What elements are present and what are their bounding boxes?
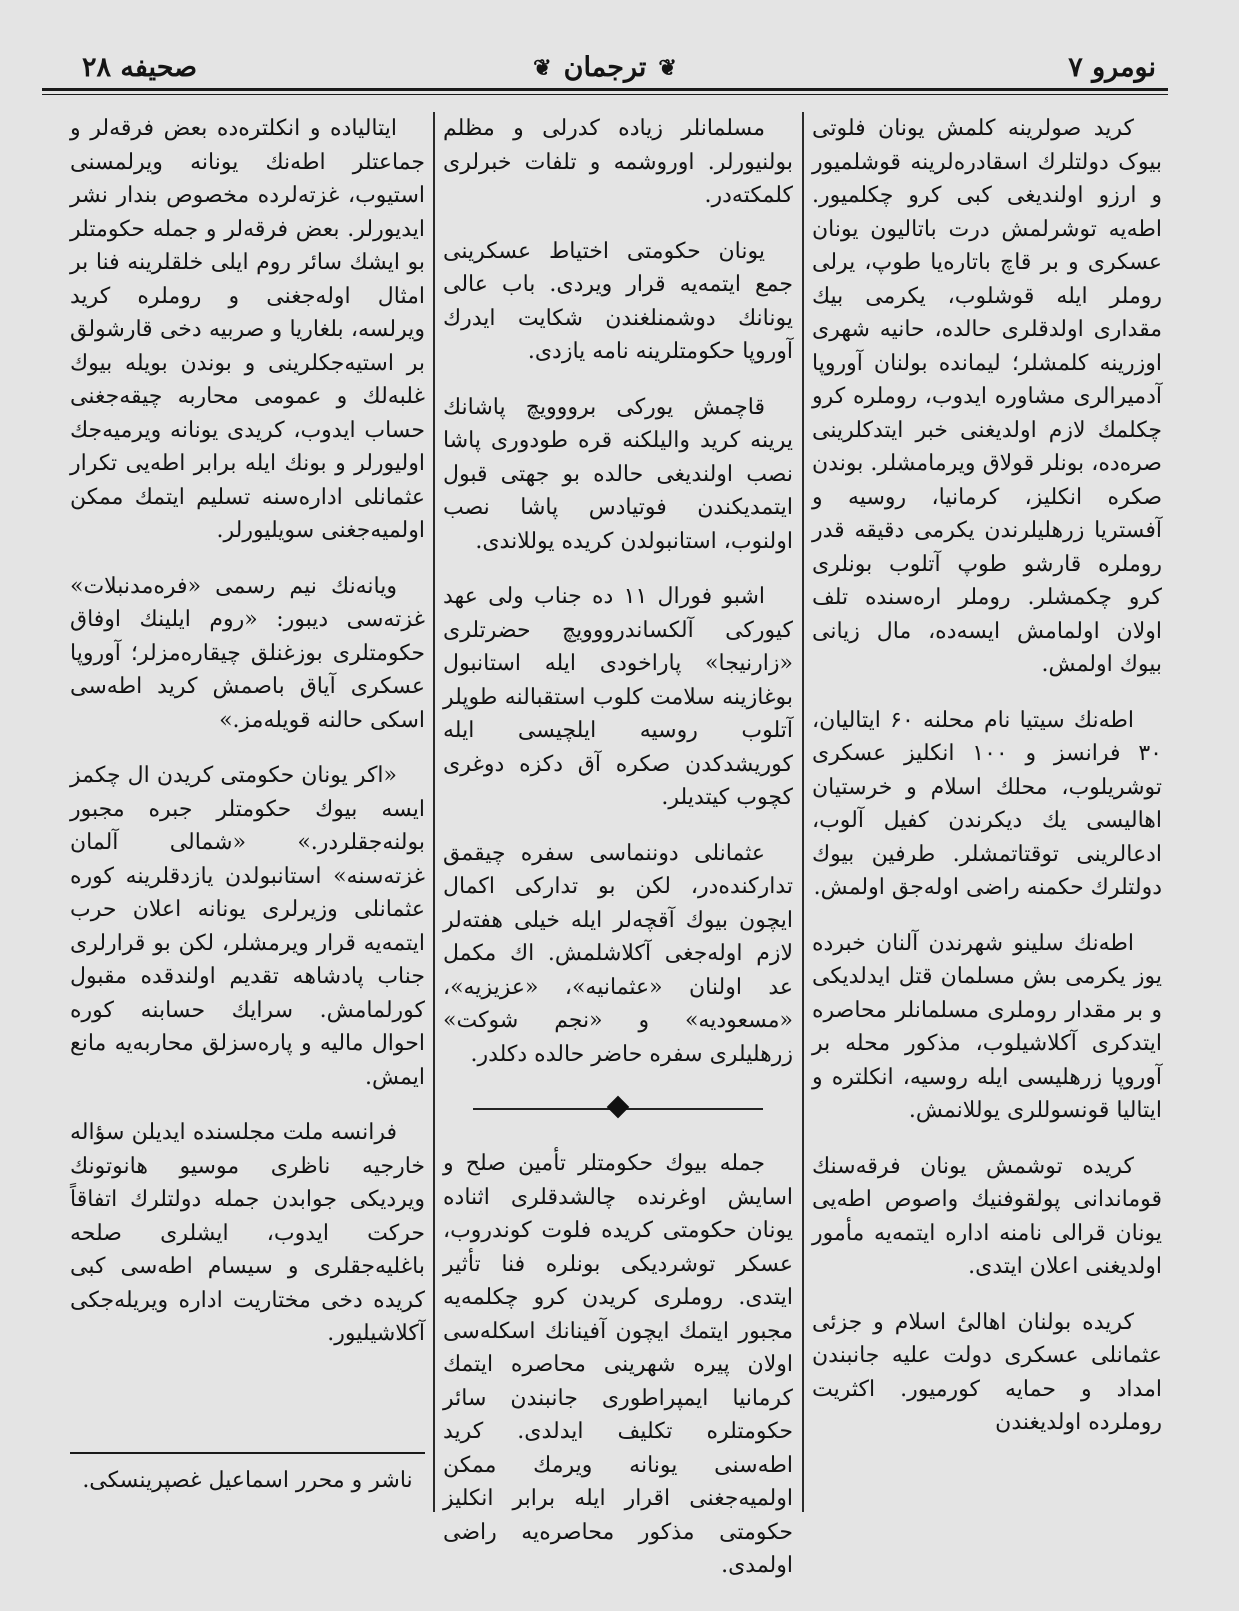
article-paragraph: مسلمانلر زیاده کدرلی و مظلم بولنیورلر. اوروشمه و تلفات خبرلری کلمکته‌در. [443,116,793,208]
footer-rule [70,1452,425,1454]
header-rule [42,88,1168,91]
page-header [42,52,1168,86]
masthead [533,52,677,83]
column-divider [433,112,435,1512]
article-paragraph: قاچمش یورکی برووویچ پاشانك یرینه کرید والیلکنه قره طودوری پاشا نصب اولندیغی حالده بو جهتی قبول ایتمدیکندن فوتیادس پاشا نصب اولنوب، استانبولدن کریده یوللاندی. [443,394,793,554]
article-paragraph: کریده بولنان اهالیٔ اسلام و جزئی عثمانلی عسکری دولت علیه جانبندن امداد و حمایه کورمیور. اکثریت روملرده اولدیغندن [812,1309,1162,1435]
article-paragraph: فرانسه ملت مجلسنده ایدیلن سؤاله خارجیه ناظری موسیو هانوتونك ویردیکی جوابدن جمله دولتلرك اتفاقاً حرکت ایدوب، ایشلری صلحه باغلیه‌جقلری و سیسام اطه‌سی کبی کریده دخی مختاریت اداره ویریله‌جکی آکلاشیلیور. [70,1120,425,1346]
article-paragraph: کریده توشمش یونان فرقه‌سنك قوماندانی پولقوفنیك واصوص اطه‌یی یونان قرالی نامنه اداره ایتمه‌یه مأمور اولدیغنی اعلان ایتدی. [812,1153,1162,1279]
article-paragraph: ویانه‌نك نیم رسمی «فره‌مدنبلات» غزته‌سی دیبور: «روم ایلینك اوفاق حکومتلری بوزغنلق چیقاره‌مزلر؛ آوروپا عسکری آیاق باصمش کرید اطه‌سی اسکی حالنه قویله‌مز.» [70,573,425,733]
article-paragraph: عثمانلی دوننماسی سفره چیقمق تداركنده‌در، لکن بو تداركی اکمال ایچون بیوك آقچه‌لر ایله خیلی هفته‌لر لازم اوله‌جغی آکلاشلمش. اك مکمل عد اولنان «عثمانیه»، «عزیزیه»، «مسعودیه» و «نجم شوکت» زرهلیلری سفره حاضر حالده دکلدر. [443,840,793,1067]
article-paragraph: ایتالیاده و انکلتره‌ده بعض فرقه‌لر و جماعتلر اطه‌نك یونانه ویرلمسنی استیوب، غزته‌لرده مخصوص بندار نشر ایدیورلر. بعض فرقه‌لر و جمله حکومتلر بو ایشك سائر روم ایلی خلقلرینه فنا بر امثال اوله‌جغنی و روملره کرید ویرلسه، بلغاریا و صربیه دخی قارشولق بر استیه‌جکلرینی و بوندن بویله بیوك غلبه‌لك و عمومی محاربه چیقه‌جغنی حساب ایدوب، کریدی یونانه ویرمیه‌جك اولیورلر و بونك ایله برابر اطه‌یی تکرار عثمانلی اداره‌سنه تسلیم ایتمك ممکن اولمیه‌جغنی سویلیورلر. [70,116,425,543]
article-paragraph: یونان حکومتی اختیاط عسکرینی جمع ایتمه‌یه قرار ویردی. باب عالی یونانك دوشمنلغندن شکایت ایدرك آوروپا حکومتلرینه نامه یازدی. [443,238,793,364]
publisher-credit: ناشر و محرر اسماعیل غصپرینسکی. [82,1468,413,1493]
issue-number: نومرو ۷ [1068,52,1156,83]
header-rule-thin [42,94,1168,95]
article-paragraph: اشبو فورال ۱۱ ده جناب ولی عهد کیورکی آلکساندرووویچ حضرتلری «زارنیجا» پاراخودی ایله استانبول بوغازینه سلامت کلوب استقبالنه طوپلر آتلوب روسیه ایلچیسی ایله کوریشدکدن صکره آق دکزه دوغری کچوب کیتدیلر. [443,584,793,810]
column-middle [443,112,793,1605]
column-left [70,112,425,1373]
right-ornament-icon: ❦ [533,54,552,81]
page-number: صحیفه ۲۸ [82,52,198,83]
article-paragraph: «اکر یونان حکومتی کریدن ال چکمز ایسه بیوك حکومتلر جبره مجبور بولنه‌جقلردر.» «شمالی آلمان غزته‌سنه» استانبولدن یازدقلرینه کوره عثمانلی وزیرلری یونانه اعلان حرب ایتمه‌یه قرار ویرمشلر، لکن بو قرارلری جناب پادشاهه تقدیم اولندقده مقبول کورلمامش. سرایك حسابنه کوره احوال مالیه و پاره‌سزلق محاربه‌یه مانع ایمش. [70,763,425,1090]
article-paragraph: جمله بیوك حکومتلر تأمین صلح و اسایش اوغرنده چالشدقلری اثناده یونان حکومتی کریده فلوت کوندروب، عسکر توشردیکی بونلره فنا تأثیر ایتدی. روملری کریدن کرو چکلمه‌یه مجبور ایتمك ایچون آفینانك اسکله‌سی اولان پیره شهرینی محاصره ایتمك کرمانیا ایمپراطوری جانبندن سائر حکومتلره تکلیف ایدلدی. کرید اطه‌سنی یونانه ویرمك ممکن اولمیه‌جغنی اقرار ایله برابر انکلیز حکومتی مذکور محاصره‌یه راضی اولمدی. [443,1151,793,1578]
section-separator [443,1093,793,1123]
article-paragraph: اطه‌نك سیتیا نام محلنه ۶۰ ایتالیان، ۳۰ فرانسز و ۱۰۰ انکلیز عسکری توشریلوب، محلك اسلام و خرستیان اهالیسی یك دیکرندن کفیل آلوب، ادعالرینی توقتاتمشلر. طرفین بیوك دولتلرك حکمنه راضی اوله‌جق اولمش. [812,707,1162,900]
article-paragraph: اطه‌نك سلینو شهرندن آلنان خبرده یوز یکرمی بش مسلمان قتل ایدلدیکی و بر مقدار روملری مسلمانلر محاصره ایتدکری آکلاشیلوب، مذکور محله بر آوروپا زرهلیسی ایله روسیه، انکلتره و ایتالیا قونسوللری یوللانمش. [812,930,1162,1123]
diamond-ornament-icon [607,1096,630,1119]
newspaper-title: ترجمان [563,52,647,83]
left-ornament-icon: ❦ [658,54,677,81]
column-divider [802,112,804,1512]
article-paragraph: کرید صولرینه کلمش یونان فلوتی بیوک دولتلرك اسقادره‌لرینه قوشلمیور و ارزو اولندیغی کبی کرو چکلمیور. اطه‌یه توشرلمش درت باتالیون یونان عسکری و بر قاچ باتاره‌یا طوپ، یرلی روملر ایله قوشلوب، یکرمی بیك مقداری اولدقلری حالده، حانیه شهری اوزرینه کلمشلر؛ لیمانده بولنان آوروپا آدمیرالری مشاوره ایدوب، روملره کرو چکلمك لازم اولدیغنی خبر ایتدکلرینی صره‌ده، بونلر قولاق ویرمامشلر. بوندن صکره انکلیز، کرمانیا، روسیه و آفستریا زرهلیلرندن یکرمی دقیقه قدر روملره قارشو طوپ آتلوب بونلری کرو چکمشلر. روملر اره‌سنده تلف اولان اولمامش ایسه‌ده، مال زیانی بیوك اولمش. [812,116,1162,677]
column-right [812,112,1162,1462]
